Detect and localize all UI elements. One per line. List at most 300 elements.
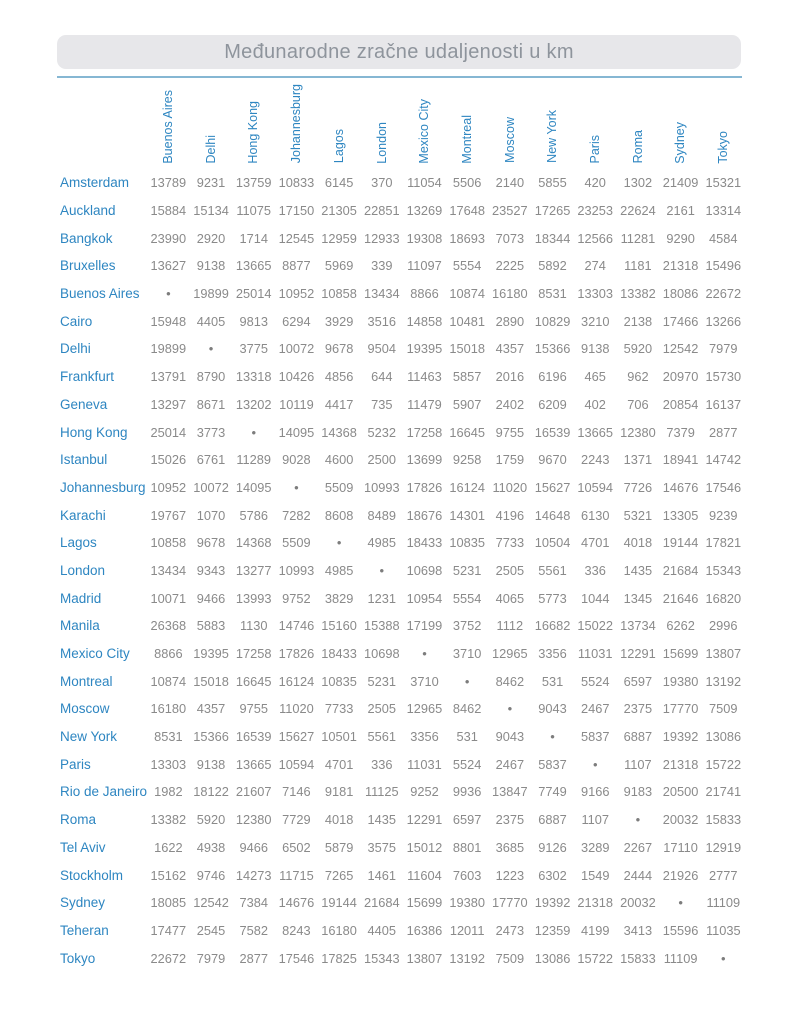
row-label-istanbul[interactable]: Istanbul [60,452,108,468]
distance-cell: 465 [584,369,606,385]
distance-cell: 10072 [278,341,315,357]
table-body [55,169,747,972]
distance-cell: 12933 [363,230,400,246]
distance-cell: 26368 [150,618,187,634]
distance-cell: 19767 [150,507,187,523]
distance-cell: 7733 [495,535,525,551]
distance-cell: 2225 [495,258,525,274]
column-header-montreal[interactable] [446,84,489,171]
distance-cell: 15018 [193,673,229,689]
distance-cell: 15627 [278,729,315,745]
distance-cell: 21318 [662,258,699,274]
row-label-manila[interactable]: Manila [60,618,100,634]
distance-cell: 15627 [534,479,571,495]
distance-table [55,84,747,972]
distance-cell: 6597 [452,812,482,828]
distance-cell: 9466 [239,839,268,855]
distance-cell: 15884 [150,203,187,219]
self-distance-marker: • [464,673,470,689]
row-label-auckland[interactable]: Auckland [60,203,116,219]
distance-cell: 15343 [363,950,400,966]
distance-cell: 21684 [662,562,699,578]
distance-cell: 21741 [705,784,742,800]
distance-cell: 10481 [449,313,485,329]
distance-cell: 20032 [662,812,699,828]
distance-cell: 18086 [662,286,699,302]
distance-cell: 21684 [363,895,400,911]
distance-cell: 21318 [662,756,699,772]
column-header-sydney[interactable] [659,84,702,171]
distance-cell: 8462 [452,701,482,717]
distance-cell: 7979 [196,950,226,966]
distance-cell: 14648 [534,507,571,523]
distance-cell: 13305 [662,507,699,523]
column-header-label: Delhi [203,134,218,164]
distance-cell: 8531 [538,286,567,302]
table-row-johannesburg [55,474,747,502]
distance-cell: 6262 [666,618,695,634]
distance-cell: 2444 [623,867,653,883]
self-distance-marker: • [721,950,726,966]
row-label-moscow[interactable]: Moscow [60,701,110,717]
table-row-karachi [55,501,747,529]
distance-cell: 4357 [495,341,525,357]
table-row-lagos [55,529,747,557]
distance-cell: 3356 [410,729,439,745]
distance-cell: 18085 [150,895,187,911]
distance-cell: 1982 [154,784,183,800]
distance-cell: 11479 [407,396,442,412]
distance-cell: 7726 [623,479,653,495]
distance-cell: 23253 [577,203,614,219]
distance-cell: 12965 [406,701,443,717]
distance-cell: 13434 [363,286,400,302]
distance-cell: 11289 [236,452,272,468]
distance-cell: 1622 [154,839,183,855]
distance-cell: 10993 [363,479,400,495]
self-distance-marker: • [208,341,214,357]
column-header-hong-kong[interactable] [232,84,275,171]
distance-cell: 18693 [449,230,485,246]
distance-cell: 8866 [410,286,439,302]
table-row-montreal [55,667,747,695]
distance-cell: 10954 [406,590,443,606]
distance-cell: 2140 [495,175,525,191]
row-label-tokyo[interactable]: Tokyo [60,950,96,966]
column-header-johannesburg[interactable] [275,84,318,171]
distance-cell: 3773 [196,424,226,440]
distance-cell: 8671 [196,396,226,412]
self-distance-marker: • [294,479,299,495]
distance-cell: 1130 [239,618,268,634]
distance-cell: 13759 [235,175,272,191]
distance-cell: 6302 [538,867,567,883]
distance-cell: 2500 [367,452,397,468]
distance-cell: 11031 [407,756,442,772]
distance-cell: 7582 [239,922,268,938]
distance-cell: 7749 [538,784,567,800]
distance-cell: 4065 [495,590,525,606]
distance-cell: 9252 [410,784,439,800]
distance-cell: 15388 [363,618,400,634]
distance-cell: 17648 [449,203,485,219]
distance-cell: 3775 [239,341,268,357]
row-label-bangkok[interactable]: Bangkok [60,230,113,246]
column-header-london[interactable] [360,84,403,171]
distance-cell: 6502 [282,839,311,855]
distance-cell: 17150 [278,203,315,219]
distance-cell: 17546 [278,950,315,966]
distance-cell: 13202 [235,396,272,412]
row-label-amsterdam[interactable]: Amsterdam [60,175,130,191]
page-title-text: Međunarodne zračne udaljenosti u km [224,40,574,63]
distance-cell: 15366 [534,341,571,357]
page-title [57,35,741,69]
distance-cell: 2920 [196,230,226,246]
distance-cell: 2777 [709,867,738,883]
table-row-delhi [55,335,747,363]
column-header-label: Johannesburg [289,84,304,164]
distance-cell: 15162 [150,867,187,883]
column-header-lagos[interactable] [318,84,361,171]
distance-cell: 4985 [367,535,397,551]
distance-cell: 13665 [235,756,272,772]
row-label-delhi[interactable]: Delhi [60,341,91,357]
self-distance-marker: • [422,646,427,662]
column-header-buenos-aires[interactable] [147,84,190,171]
distance-cell: 9043 [538,701,567,717]
distance-cell: 11125 [364,784,399,800]
distance-cell: 15366 [193,729,229,745]
distance-cell: 10858 [150,535,187,551]
distance-cell: 17821 [705,535,742,551]
distance-cell: 14368 [321,424,357,440]
row-label-paris[interactable]: Paris [60,756,91,772]
distance-cell: 16386 [406,922,443,938]
row-label-stockholm[interactable]: Stockholm [60,867,124,883]
distance-cell: 9138 [196,756,226,772]
table-row-bruxelles [55,252,747,280]
distance-cell: 16180 [492,286,528,302]
distance-cell: 10594 [577,479,614,495]
distance-cell: 11031 [577,646,613,662]
distance-cell: 9138 [580,341,610,357]
column-header-delhi[interactable] [190,84,233,171]
distance-cell: 7509 [495,950,525,966]
self-distance-marker: • [635,812,641,828]
distance-cell: 5892 [538,258,567,274]
distance-cell: 5231 [452,562,482,578]
distance-cell: 12965 [492,646,528,662]
distance-cell: 11035 [705,922,741,938]
distance-cell: 962 [627,369,649,385]
distance-cell: 14676 [662,479,699,495]
distance-cell: 2375 [623,701,653,717]
distance-cell: 10874 [150,673,187,689]
distance-cell: 12011 [449,922,485,938]
distance-cell: 12545 [278,230,315,246]
distance-cell: 12291 [406,812,443,828]
distance-cell: 13382 [620,286,656,302]
column-header-roma[interactable] [617,84,660,171]
row-label-karachi[interactable]: Karachi [60,507,106,523]
distance-cell: 11020 [492,479,528,495]
table-row-hong-kong [55,418,747,446]
distance-cell: 7073 [495,230,525,246]
distance-cell: 5855 [538,175,567,191]
distance-cell: 10952 [278,286,315,302]
distance-cell: 7603 [452,867,482,883]
distance-cell: 4357 [196,701,226,717]
distance-cell: 20032 [620,895,656,911]
row-label-montreal[interactable]: Montreal [60,673,113,689]
distance-cell: 8801 [452,839,482,855]
distance-cell: 16137 [705,396,742,412]
distance-cell: 10119 [279,396,314,412]
distance-cell: 17826 [406,479,443,495]
distance-cell: 13665 [235,258,272,274]
distance-cell: 19380 [449,895,485,911]
self-distance-marker: • [592,756,598,772]
distance-cell: 3752 [452,618,482,634]
distance-cell: 4701 [580,535,610,551]
distance-cell: 15134 [193,203,229,219]
row-label-lagos[interactable]: Lagos [60,535,97,551]
distance-cell: 13434 [150,562,187,578]
table-row-rio-de-janeiro [55,778,747,806]
column-header-paris[interactable] [574,84,617,171]
distance-cell: 10698 [406,562,443,578]
distance-cell: 17826 [278,646,315,662]
distance-cell: 9678 [324,341,354,357]
distance-cell: 1435 [367,812,397,828]
table-row-manila [55,612,747,640]
distance-cell: 9181 [324,784,354,800]
row-label-hong-kong[interactable]: Hong Kong [60,424,128,440]
row-label-teheran[interactable]: Teheran [60,922,109,938]
distance-cell: 12542 [193,895,229,911]
column-header-mexico-city[interactable] [403,84,446,171]
distance-cell: 11075 [236,203,272,219]
column-header-moscow[interactable] [489,84,532,171]
distance-cell: 23990 [150,230,187,246]
distance-cell: 13314 [705,203,742,219]
distance-cell: 1223 [495,867,525,883]
row-label-cairo[interactable]: Cairo [60,313,93,329]
distance-cell: 15343 [705,562,742,578]
distance-cell: 6761 [196,452,226,468]
distance-cell: 5524 [452,756,482,772]
distance-cell: 9166 [580,784,610,800]
distance-cell: 13847 [492,784,528,800]
distance-cell: 13791 [150,369,187,385]
distance-cell: 17258 [406,424,443,440]
distance-cell: 15321 [705,175,742,191]
distance-cell: 13277 [235,562,272,578]
distance-cell: 1549 [580,867,610,883]
row-label-tel-aviv[interactable]: Tel Aviv [60,839,106,855]
distance-cell: 5506 [452,175,482,191]
distance-cell: 18344 [534,230,571,246]
distance-cell: 2890 [495,313,525,329]
distance-cell: 18941 [662,452,699,468]
column-header-label: Hong Kong [246,100,261,164]
distance-cell: 5321 [623,507,653,523]
distance-cell: 2467 [580,701,610,717]
distance-cell: 3575 [367,839,397,855]
distance-cell: 13303 [577,286,614,302]
row-label-sydney[interactable]: Sydney [60,895,106,911]
table-row-auckland [55,197,747,225]
distance-cell: 4018 [324,812,354,828]
distance-cell: 10501 [321,729,357,745]
row-label-new-york[interactable]: New York [60,729,118,745]
distance-cell: 6145 [324,175,354,191]
self-distance-marker: • [166,286,171,302]
table-row-paris [55,750,747,778]
distance-cell: 9028 [282,452,311,468]
row-label-geneva[interactable]: Geneva [60,396,108,412]
distance-cell: 2505 [367,701,397,717]
distance-cell: 4199 [580,922,610,938]
distance-cell: 5883 [196,618,226,634]
row-label-rio-de-janeiro[interactable]: Rio de Janeiro [60,784,148,800]
column-header-new-york[interactable] [531,84,574,171]
distance-cell: 11054 [407,175,442,191]
column-header-label: London [374,121,389,164]
distance-cell: 19144 [662,535,699,551]
self-distance-marker: • [678,895,683,911]
distance-cell: 13807 [406,950,443,966]
distance-cell: 16539 [235,729,272,745]
distance-cell: 12380 [620,424,656,440]
distance-cell: 20854 [662,396,699,412]
distance-cell: 12359 [534,922,571,938]
distance-cell: 10993 [278,562,315,578]
column-header-label: Paris [587,134,602,164]
distance-cell: 15596 [662,922,699,938]
distance-cell: 6887 [623,729,653,745]
distance-cell: 6294 [282,313,311,329]
distance-cell: 2545 [196,922,226,938]
distance-cell: 1107 [581,812,609,828]
distance-cell: 17199 [406,618,443,634]
distance-cell: 16539 [534,424,571,440]
row-label-madrid[interactable]: Madrid [60,590,102,606]
distance-cell: 21607 [235,784,272,800]
distance-cell: 11604 [407,867,442,883]
row-label-mexico-city[interactable]: Mexico City [60,646,130,662]
distance-cell: 21305 [321,203,357,219]
self-distance-marker: • [507,701,513,717]
table-row-bangkok [55,224,747,252]
table-row-sydney [55,889,747,917]
self-distance-marker: • [251,424,256,440]
distance-cell: 13807 [705,646,742,662]
distance-cell: 7265 [324,867,354,883]
header-spacer [55,84,147,171]
distance-cell: 3829 [324,590,354,606]
distance-cell: 15722 [705,756,742,772]
row-label-roma[interactable]: Roma [60,812,97,828]
distance-cell: 10829 [534,313,571,329]
distance-cell: 8877 [282,258,311,274]
row-label-buenos-aires[interactable]: Buenos Aires [60,286,140,302]
row-label-frankfurt[interactable]: Frankfurt [60,369,115,385]
distance-cell: 11109 [706,895,741,911]
distance-cell: 7379 [666,424,695,440]
distance-cell: 4405 [196,313,226,329]
distance-cell: 11097 [407,258,442,274]
distance-cell: 14676 [278,895,315,911]
distance-cell: 9755 [239,701,268,717]
distance-cell: 2016 [495,369,525,385]
distance-cell: 16820 [705,590,742,606]
distance-cell: 336 [371,756,393,772]
distance-cell: 13627 [150,258,187,274]
distance-cell: 5509 [324,479,354,495]
distance-cell: 10071 [150,590,187,606]
row-label-johannesburg[interactable]: Johannesburg [60,479,146,495]
distance-cell: 4985 [324,562,354,578]
distance-cell: 9746 [196,867,226,883]
distance-cell: 15833 [705,812,742,828]
distance-cell: 22851 [363,203,400,219]
distance-cell: 5231 [367,673,397,689]
distance-cell: 14858 [406,313,443,329]
distance-cell: 5232 [367,424,397,440]
distance-cell: 14746 [278,618,315,634]
table-row-roma [55,806,747,834]
distance-cell: 4856 [324,369,354,385]
distance-cell: 19392 [662,729,699,745]
distance-cell: 2161 [666,203,695,219]
distance-cell: 9183 [623,784,653,800]
distance-cell: 8243 [282,922,311,938]
distance-cell: 5554 [452,258,482,274]
table-row-istanbul [55,446,747,474]
distance-cell: 9043 [495,729,525,745]
distance-cell: 4417 [324,396,354,412]
distance-cell: 13993 [235,590,272,606]
distance-cell: 5837 [538,756,567,772]
distance-cell: 13734 [620,618,656,634]
distance-cell: 2505 [495,562,525,578]
distance-cell: 6209 [538,396,567,412]
column-header-tokyo[interactable] [702,84,745,171]
distance-cell: 531 [456,729,478,745]
column-header-label: Roma [630,129,645,164]
distance-cell: 11463 [407,369,442,385]
table-row-madrid [55,584,747,612]
distance-cell: 6597 [623,673,653,689]
distance-cell: 16180 [321,922,357,938]
distance-cell: 15722 [577,950,614,966]
title-divider-line [57,76,742,78]
table-row-frankfurt [55,363,747,391]
distance-cell: 15833 [620,950,656,966]
table-row-stockholm [55,861,747,889]
distance-cell: 13665 [577,424,614,440]
distance-cell: 9670 [538,452,567,468]
distance-cell: 9936 [452,784,482,800]
distance-cell: 1070 [196,507,226,523]
distance-cell: 8790 [196,369,226,385]
table-row-new-york [55,723,747,751]
row-label-bruxelles[interactable]: Bruxelles [60,258,116,274]
row-label-london[interactable]: London [60,562,106,578]
table-row-geneva [55,391,747,419]
